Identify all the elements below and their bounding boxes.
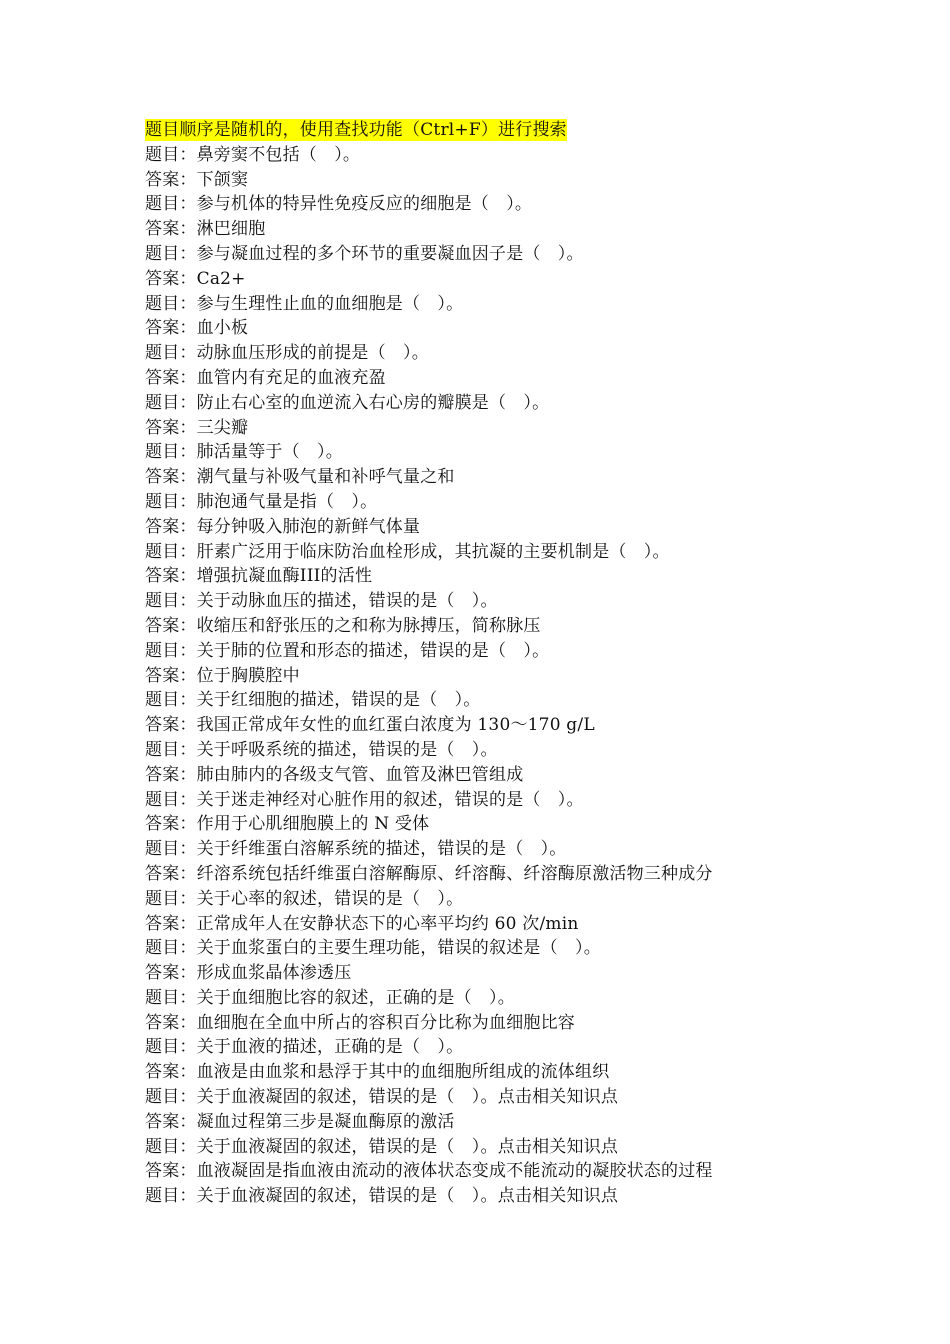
question-line: [145, 738, 845, 763]
question-text: 参与机体的特异性免疫反应的细胞是（ ）。: [196, 194, 533, 215]
question-text: 关于血液凝固的叙述，错误的是（ ）。点击相关知识点: [196, 1087, 619, 1108]
answer-label: 答案：: [145, 913, 197, 934]
answer-text: 下颌窦: [196, 169, 249, 190]
question-line: [145, 391, 845, 416]
answer-text: 淋巴细胞: [196, 219, 266, 240]
question-line: [145, 440, 845, 465]
question-line: [145, 242, 845, 267]
answer-line: [145, 316, 845, 341]
qa-list: [145, 143, 845, 1209]
answer-line: [145, 713, 845, 738]
question-label: 题目：: [145, 591, 197, 612]
question-label: 题目：: [145, 293, 197, 314]
answer-line: [145, 1011, 845, 1036]
question-label: 题目：: [145, 144, 197, 165]
question-label: 题目：: [145, 888, 197, 909]
question-label: 题目：: [145, 343, 197, 364]
question-text: 关于血液凝固的叙述，错误的是（ ）。点击相关知识点: [196, 1136, 619, 1157]
answer-text: 正常成年人在安静状态下的心率平均约 60 次/min: [196, 913, 579, 934]
question-text: 动脉血压形成的前提是（ ）。: [196, 343, 429, 364]
answer-label: 答案：: [145, 715, 197, 736]
answer-text: 三尖瓣: [196, 417, 249, 438]
question-line: [145, 1035, 845, 1060]
question-label: 题目：: [145, 839, 197, 860]
question-label: 题目：: [145, 640, 197, 661]
question-text: 关于血细胞比容的叙述，正确的是（ ）。: [196, 987, 515, 1008]
answer-label: 答案：: [145, 516, 197, 537]
answer-line: [145, 168, 845, 193]
question-line: [145, 936, 845, 961]
question-line: [145, 143, 845, 168]
answer-label: 答案：: [145, 963, 197, 984]
question-text: 关于纤维蛋白溶解系统的描述，错误的是（ ）。: [196, 839, 567, 860]
question-line: [145, 490, 845, 515]
answer-label: 答案：: [145, 615, 197, 636]
question-label: 题目：: [145, 1087, 197, 1108]
answer-line: [145, 217, 845, 242]
question-text: 防止右心室的血逆流入右心房的瓣膜是（ ）。: [196, 392, 550, 413]
question-label: 题目：: [145, 789, 197, 810]
answer-text: 血细胞在全血中所占的容积百分比称为血细胞比容: [196, 1012, 576, 1033]
answer-label: 答案：: [145, 367, 197, 388]
question-text: 关于肺的位置和形态的描述，错误的是（ ）。: [196, 640, 550, 661]
answer-label: 答案：: [145, 467, 197, 488]
question-label: 题目：: [145, 739, 197, 760]
answer-text: Ca2+: [196, 268, 246, 289]
document-page: [145, 118, 845, 1209]
question-line: [145, 540, 845, 565]
answer-text: 位于胸膜腔中: [196, 665, 300, 686]
question-line: [145, 341, 845, 366]
question-label: 题目：: [145, 491, 197, 512]
question-line: [145, 1085, 845, 1110]
answer-text: 血小板: [196, 318, 249, 339]
answer-text: 血液是由血浆和悬浮于其中的血细胞所组成的流体组织: [196, 1062, 610, 1083]
answer-label: 答案：: [145, 1161, 197, 1182]
question-text: 肝素广泛用于临床防治血栓形成，其抗凝的主要机制是（ ）。: [196, 541, 670, 562]
question-label: 题目：: [145, 1186, 197, 1207]
answer-line: [145, 366, 845, 391]
question-label: 题目：: [145, 690, 197, 711]
answer-label: 答案：: [145, 1062, 197, 1083]
question-line: [145, 639, 845, 664]
question-label: 题目：: [145, 938, 197, 959]
question-label: 题目：: [145, 1037, 197, 1058]
question-text: 关于血液凝固的叙述，错误的是（ ）。点击相关知识点: [196, 1186, 619, 1207]
answer-label: 答案：: [145, 1111, 197, 1132]
answer-line: [145, 515, 845, 540]
question-line: [145, 837, 845, 862]
answer-label: 答案：: [145, 814, 197, 835]
question-line: [145, 192, 845, 217]
answer-text: 我国正常成年女性的血红蛋白浓度为 130～170 g/L: [196, 715, 595, 736]
answer-text: 潮气量与补吸气量和补呼气量之和: [196, 467, 455, 488]
question-text: 关于红细胞的描述，错误的是（ ）。: [196, 690, 481, 711]
answer-line: [145, 812, 845, 837]
question-line: [145, 589, 845, 614]
answer-line: [145, 862, 845, 887]
answer-label: 答案：: [145, 566, 197, 587]
question-label: 题目：: [145, 243, 197, 264]
answer-text: 血液凝固是指血液由流动的液体状态变成不能流动的凝胶状态的过程: [196, 1161, 713, 1182]
answer-line: [145, 465, 845, 490]
answer-line: [145, 664, 845, 689]
answer-text: 形成血浆晶体渗透压: [196, 963, 352, 984]
question-text: 关于呼吸系统的描述，错误的是（ ）。: [196, 739, 498, 760]
answer-line: [145, 1060, 845, 1085]
answer-label: 答案：: [145, 318, 197, 339]
answer-label: 答案：: [145, 169, 197, 190]
answer-label: 答案：: [145, 417, 197, 438]
question-label: 题目：: [145, 987, 197, 1008]
question-text: 关于动脉血压的描述，错误的是（ ）。: [196, 591, 498, 612]
question-text: 肺泡通气量是指（ ）。: [196, 491, 378, 512]
question-label: 题目：: [145, 1136, 197, 1157]
answer-text: 血管内有充足的血液充盈: [196, 367, 386, 388]
answer-line: [145, 564, 845, 589]
answer-text: 肺由肺内的各级支气管、血管及淋巴管组成: [196, 764, 524, 785]
answer-text: 收缩压和舒张压的之和称为脉搏压，简称脉压: [196, 615, 541, 636]
question-line: [145, 788, 845, 813]
question-text: 肺活量等于（ ）。: [196, 442, 343, 463]
question-label: 题目：: [145, 541, 197, 562]
highlighted-notice-text: 题目顺序是随机的，使用查找功能（Ctrl+F）进行搜索: [145, 120, 567, 140]
answer-label: 答案：: [145, 219, 197, 240]
answer-label: 答案：: [145, 268, 197, 289]
answer-line: [145, 961, 845, 986]
question-label: 题目：: [145, 194, 197, 215]
question-text: 参与凝血过程的多个环节的重要凝血因子是（ ）。: [196, 243, 584, 264]
question-text: 关于迷走神经对心脏作用的叙述，错误的是（ ）。: [196, 789, 584, 810]
answer-line: [145, 912, 845, 937]
question-line: [145, 688, 845, 713]
answer-line: [145, 1110, 845, 1135]
answer-line: [145, 763, 845, 788]
answer-label: 答案：: [145, 764, 197, 785]
answer-line: [145, 1159, 845, 1184]
answer-line: [145, 614, 845, 639]
answer-text: 凝血过程第三步是凝血酶原的激活: [196, 1111, 455, 1132]
question-line: [145, 292, 845, 317]
question-text: 关于心率的叙述，错误的是（ ）。: [196, 888, 464, 909]
answer-label: 答案：: [145, 863, 197, 884]
question-line: [145, 986, 845, 1011]
search-notice: [145, 118, 845, 143]
answer-text: 纤溶系统包括纤维蛋白溶解酶原、纤溶酶、纤溶酶原激活物三种成分: [196, 863, 713, 884]
answer-text: 作用于心肌细胞膜上的 N 受体: [196, 814, 430, 835]
answer-label: 答案：: [145, 665, 197, 686]
question-text: 关于血液的描述，正确的是（ ）。: [196, 1037, 464, 1058]
answer-text: 每分钟吸入肺泡的新鲜气体量: [196, 516, 421, 537]
question-label: 题目：: [145, 442, 197, 463]
question-line: [145, 1135, 845, 1160]
question-text: 参与生理性止血的血细胞是（ ）。: [196, 293, 464, 314]
question-line: [145, 1184, 845, 1209]
question-text: 鼻旁窦不包括（ ）。: [196, 144, 361, 165]
question-text: 关于血浆蛋白的主要生理功能，错误的叙述是（ ）。: [196, 938, 601, 959]
question-label: 题目：: [145, 392, 197, 413]
answer-text: 增强抗凝血酶III的活性: [196, 566, 373, 587]
question-line: [145, 887, 845, 912]
answer-line: [145, 416, 845, 441]
answer-line: [145, 267, 845, 292]
answer-label: 答案：: [145, 1012, 197, 1033]
